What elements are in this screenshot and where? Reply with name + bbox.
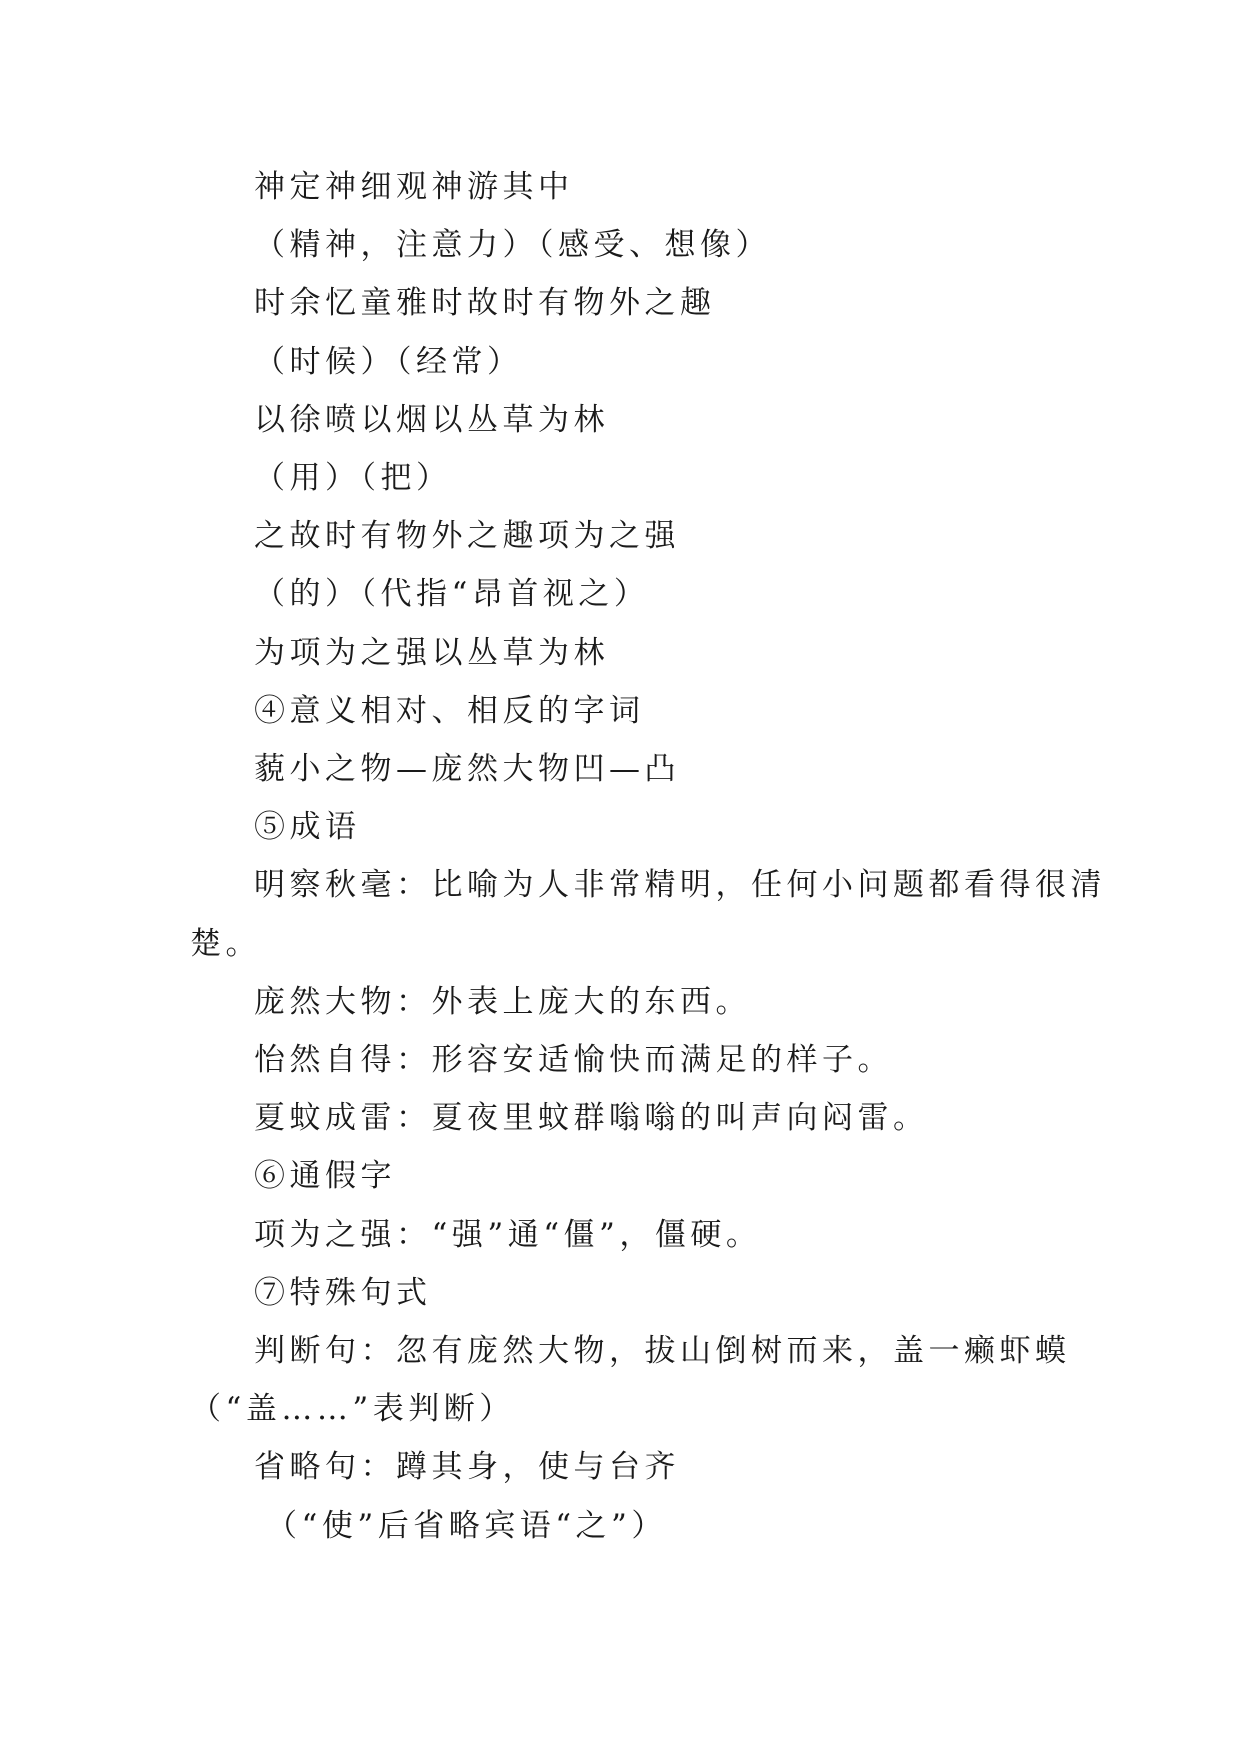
section-heading: ⑦特殊句式 [254, 1274, 432, 1311]
text-line: 省略句：蹲其身，使与台齐 [254, 1449, 680, 1486]
section-heading: ④意义相对、相反的字词 [254, 692, 645, 729]
section-heading: ⑤成语 [254, 809, 361, 846]
text-line-continuation: 楚。 [190, 925, 261, 962]
text-line: 判断句：忽有庞然大物，拔山倒树而来，盖一癞虾蟆 [254, 1333, 1071, 1370]
idiom-definition: 庞然大物：外表上庞大的东西。 [254, 983, 751, 1020]
text-line: （精神，注意力）（感受、想像） [254, 227, 771, 264]
document-body [190, 158, 1106, 1555]
text-line: （的）（代指“昂首视之） [254, 576, 650, 613]
section-heading: ⑥通假字 [254, 1158, 396, 1195]
text-line: 为项为之强以丛草为林 [254, 634, 609, 671]
text-line: （时候）（经常） [254, 343, 523, 380]
text-line: 项为之强：“强”通“僵”，僵硬。 [254, 1216, 762, 1253]
text-line: （“使”后省略宾语“之”） [266, 1507, 667, 1544]
text-line: （用）（把） [254, 460, 452, 497]
idiom-definition: 明察秋毫：比喻为人非常精明，任何小问题都看得很清 [254, 867, 1106, 904]
text-line: 之故时有物外之趣项为之强 [254, 518, 680, 555]
idiom-definition: 怡然自得：形容安适愉快而满足的样子。 [254, 1042, 893, 1079]
text-line: 以徐喷以烟以丛草为林 [254, 401, 609, 438]
idiom-definition: 夏蚊成雷：夏夜里蚊群嗡嗡的叫声向闷雷。 [254, 1100, 929, 1137]
text-line: 时余忆童雅时故时有物外之趣 [254, 285, 716, 322]
text-line: 藐小之物—庞然大物凹—凸 [254, 751, 680, 788]
text-line-continuation: （“盖……”表判断） [190, 1391, 515, 1428]
text-line: 神定神细观神游其中 [254, 169, 574, 205]
